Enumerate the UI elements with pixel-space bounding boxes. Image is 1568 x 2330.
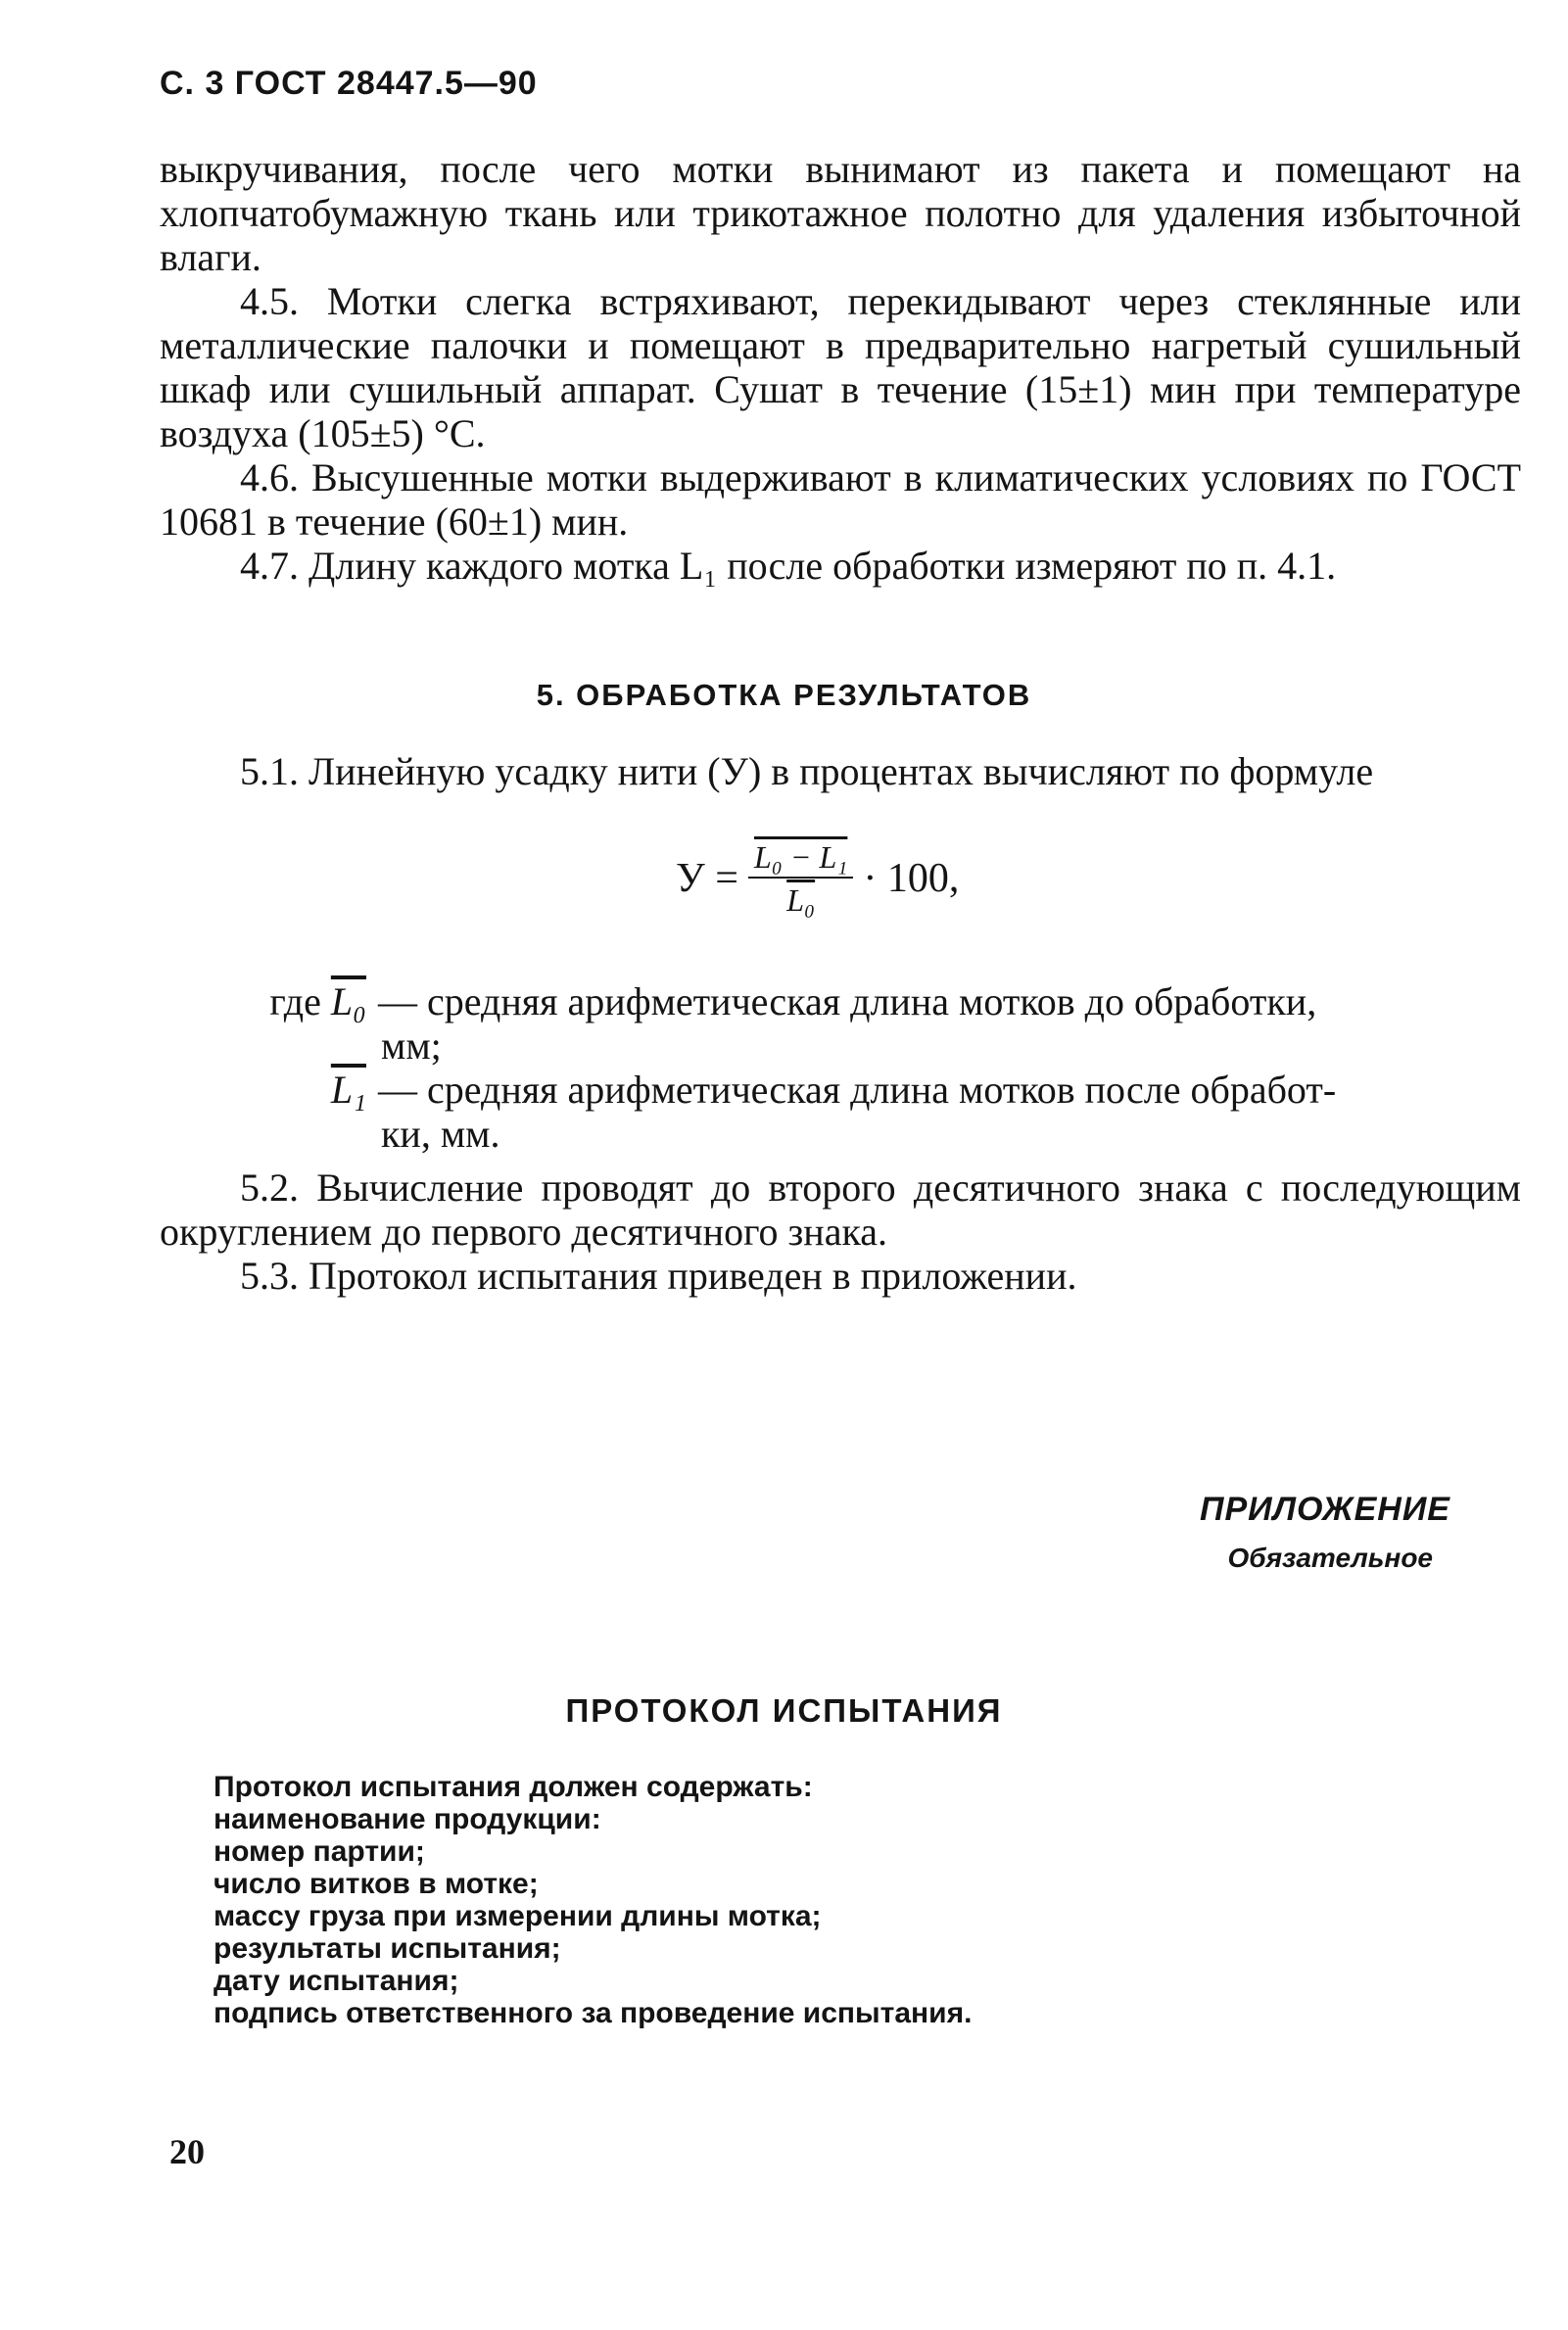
list-item: дату испытания; — [214, 1965, 459, 1997]
formula-fraction — [748, 837, 853, 920]
formula-multiplier: · 100, — [863, 856, 960, 901]
formula-numerator: L₀ − L₁ — [748, 837, 853, 879]
clause-4-6: 4.6. Высушенные мотки выдерживают в климатических условиях по ГОСТ 10681 в течение (60±1) мин. — [160, 455, 1521, 544]
definition-continuation: ки, мм. — [381, 1112, 500, 1156]
definition-text: — средняя арифметическая длина мотков до обработки, — [378, 979, 1317, 1023]
definition-row — [172, 979, 1524, 1023]
list-item: число витков в мотке; — [214, 1868, 539, 1900]
protocol-contents-list — [214, 1771, 972, 2029]
definition-continuation: мм; — [381, 1023, 442, 1068]
definition-symbol — [172, 1068, 378, 1112]
text-block-clause-4 — [160, 147, 1521, 588]
list-item: массу груза при измерении длины мотка; — [214, 1900, 822, 1932]
where-word: где — [269, 979, 321, 1023]
appendix-label: ПРИЛОЖЕНИЕ — [1200, 1491, 1450, 1528]
page-number: 20 — [169, 2132, 205, 2171]
clause-4-5: 4.5. Мотки слегка встряхивают, перекидывают через стеклянные или металлические палочки и помещают в предварительно нагретый сушильный шкаф или сушильный аппарат. Сушат в течение (15±1) мин при температуре воздуха (105±5) °С. — [160, 279, 1521, 455]
definition-text: — средняя арифметическая длина мотков после обработ- — [378, 1068, 1337, 1112]
clause-5-1: 5.1. Линейную усадку нити (У) в процентах вычисляют по формуле — [240, 749, 1374, 793]
formula-lhs: У = — [676, 856, 738, 901]
clause-4-7: 4.7. Длину каждого мотка L₁ после обработки измеряют по п. 4.1. — [240, 544, 1337, 588]
list-item: наименование продукции: — [214, 1803, 601, 1835]
clause-5-1-block — [160, 749, 1521, 793]
formula-definitions — [172, 979, 1524, 1156]
list-item: подпись ответственного за проведение испытания. — [214, 1997, 973, 2029]
list-item: Протокол испытания должен содержать: — [214, 1771, 813, 1803]
paragraph-continuation: выкручивания, после чего мотки вынимают из пакета и помещают на хлопчатобумажную ткань или трикотажное полотно для удаления избыточной влаги. — [160, 147, 1521, 279]
list-item: результаты испытания; — [214, 1932, 561, 1965]
definition-symbol-l0: L₀ — [330, 979, 366, 1023]
clause-5-3: 5.3. Протокол испытания приведен в приложении. — [240, 1254, 1077, 1298]
definition-symbol — [172, 979, 378, 1023]
running-head: С. 3 ГОСТ 28447.5—90 — [160, 65, 538, 102]
list-item: номер партии; — [214, 1835, 425, 1868]
clause-5-2: 5.2. Вычисление проводят до второго десятичного знака с последующим округлением до первого десятичного знака. — [160, 1165, 1521, 1254]
definition-symbol-l1: L₁ — [330, 1068, 366, 1112]
section-5-title: 5. ОБРАБОТКА РЕЗУЛЬТАТОВ — [536, 678, 1032, 712]
formula-denominator: L₀ — [786, 882, 816, 918]
clauses-5-2-5-3 — [160, 1165, 1521, 1298]
shrinkage-formula — [676, 837, 959, 920]
appendix-title: ПРОТОКОЛ ИСПЫТАНИЯ — [565, 1692, 1003, 1729]
appendix-status: Обязательное — [1227, 1543, 1433, 1573]
definition-row — [172, 1068, 1524, 1112]
